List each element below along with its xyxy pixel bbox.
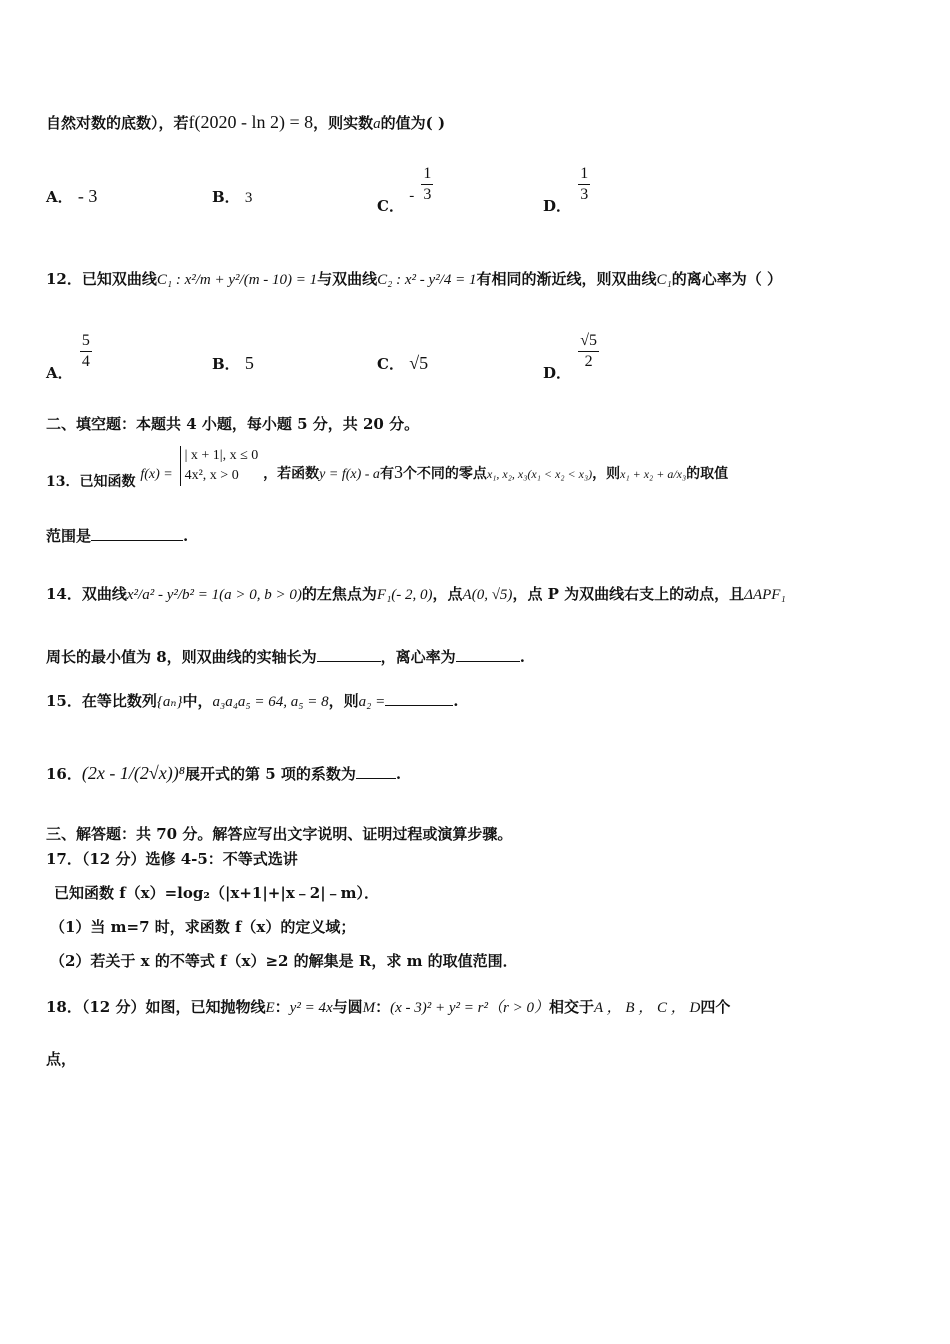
q13-three: 3 — [393, 462, 403, 482]
q14-text-4: ，点 P 为双曲线右支上的动点，且 — [512, 585, 745, 603]
q15-sequence: {aₙ} — [156, 694, 183, 710]
q11-option-b[interactable] — [212, 186, 252, 207]
option-fraction — [421, 164, 433, 205]
q14-end: . — [519, 648, 525, 666]
q14-text-6: ，离心率为 — [380, 648, 456, 666]
q14-text-2: 的左焦点为 — [301, 585, 377, 603]
fraction-denominator: 3 — [423, 186, 432, 203]
option-label: D． — [543, 363, 572, 382]
option-value: - 3 — [77, 186, 98, 206]
q17-part-1: （1）当 m=7 时，求函数 f（x）的定义域； — [50, 918, 356, 936]
q14-stem — [46, 583, 786, 604]
q11-variable: a — [373, 116, 381, 132]
q15-end: . — [453, 692, 459, 710]
q11-expression: f(2020 - ln 2) = 8 — [188, 112, 314, 132]
q12-text-3: 有相同的渐近线，则双曲线 — [476, 270, 657, 288]
q13-text-3: 有 — [379, 466, 394, 482]
q12-text-4: 的离心率为（ ） — [671, 270, 782, 288]
q16-expression: (2x - 1/(2√x))⁸ — [81, 763, 185, 783]
q18-number: 18． — [46, 998, 82, 1016]
q16-stem — [46, 763, 401, 784]
q18-line-2: 点， — [46, 1050, 77, 1068]
option-value: 3 — [244, 190, 253, 206]
q12-text-1: 已知双曲线 — [81, 270, 157, 288]
q18-stem — [46, 996, 730, 1017]
q15-text-1: 在等比数列 — [81, 692, 157, 710]
q13-case-1: | x + 1|, x ≤ 0 — [184, 448, 259, 463]
q13-answer-blank[interactable] — [91, 526, 183, 541]
option-fraction — [578, 164, 590, 205]
q14-text-1: 双曲线 — [81, 585, 127, 603]
fraction-numerator: 1 — [421, 164, 433, 185]
q11-stem — [46, 112, 445, 133]
q15-condition: a₃a₄a₅ = 64, a₅ = 8 — [212, 694, 329, 710]
q14-blank-1[interactable] — [317, 647, 381, 662]
option-label: C． — [377, 196, 404, 215]
q17-part-2: （2）若关于 x 的不等式 f（x）≥2 的解集是 R，求 m 的取值范围． — [50, 952, 518, 970]
fraction-denominator: 4 — [81, 353, 90, 370]
fraction-denominator: 2 — [584, 353, 593, 370]
q14-text-5: 周长的最小值为 8，则双曲线的实轴长为 — [46, 648, 317, 666]
option-label: C． — [377, 355, 404, 373]
q13-text-1: 已知函数 — [79, 474, 136, 490]
q13-text-5: ，则 — [592, 466, 621, 482]
q18-text-1: （12 分）如图，已知抛物线 — [81, 998, 266, 1016]
q14-equation: x²/a² - y²/b² = 1(a > 0, b > 0) — [126, 587, 302, 603]
q14-focus: F₁(- 2, 0) — [376, 587, 433, 603]
q14-number: 14． — [46, 585, 82, 603]
q13-end: . — [183, 527, 189, 545]
q18-circle-eq: (x - 3)² + y² = r² — [390, 1000, 489, 1016]
q15-ask: a₂ = — [358, 694, 386, 710]
q13-expression: x₁ + x₂ + a/x₃ — [620, 467, 687, 481]
q16-end: . — [395, 765, 402, 783]
option-label: B． — [212, 188, 240, 206]
option-fraction — [578, 331, 599, 372]
q12-c1-ref: C₁ — [656, 272, 672, 288]
q17-title: 17．（12 分）选修 4-5：不等式选讲 — [46, 850, 298, 868]
fraction-numerator: 1 — [578, 164, 590, 185]
q15-text-3: ，则 — [328, 692, 359, 710]
q18-condition: （r > 0） — [488, 1000, 549, 1016]
q12-option-b[interactable] — [212, 353, 254, 374]
option-value: √5 — [409, 353, 429, 373]
q13-stem — [46, 446, 729, 490]
q13-text-4: 个不同的零点 — [402, 466, 487, 482]
q15-number: 15． — [46, 692, 82, 710]
q13-piecewise — [180, 446, 259, 486]
q18-points: A ， B ， C ， D — [594, 1000, 701, 1016]
q12-number: 12． — [46, 270, 82, 288]
q13-line-2 — [46, 525, 188, 546]
q14-blank-2[interactable] — [456, 647, 520, 662]
fraction-numerator: 5 — [80, 331, 92, 352]
q18-colon-1: ： — [274, 998, 290, 1016]
q12-option-c[interactable] — [377, 353, 428, 374]
q11-option-a[interactable] — [46, 186, 97, 207]
q13-text-2: ，若函数 — [263, 466, 320, 482]
q12-curve-c1: C₁ : x²/m + y²/(m - 10) = 1 — [156, 272, 318, 288]
q12-curve-c2: C₂ : x² - y²/4 = 1 — [377, 272, 477, 288]
q13-g-function: y = f(x) - a — [319, 467, 380, 482]
q16-answer-blank[interactable] — [356, 764, 396, 779]
q15-answer-blank[interactable] — [385, 691, 453, 706]
q14-text-3: ，点 — [432, 585, 463, 603]
option-label: D． — [543, 196, 572, 215]
q15-text-2: 中， — [182, 692, 213, 710]
q15-stem — [46, 690, 458, 711]
fraction-numerator: √5 — [578, 331, 599, 352]
q11-text-a: 自然对数的底数），若 — [46, 114, 189, 132]
option-label: A． — [46, 188, 73, 206]
q13-number: 13． — [46, 474, 80, 490]
option-value: 5 — [244, 353, 254, 373]
q13-range-text: 范围是 — [46, 527, 92, 545]
q13-text-6: 的取值 — [686, 466, 729, 482]
q14-line-2 — [46, 646, 525, 667]
q14-triangle: ΔAPF₁ — [744, 587, 786, 603]
q18-circle-name: M — [362, 1000, 376, 1016]
q13-fdef: f(x) = — [140, 467, 173, 482]
q17-function: 已知函数 f（x）=log₂（|x+1|+|x﹣2|﹣m）． — [54, 884, 380, 902]
q18-parabola-eq: y² = 4x — [289, 1000, 333, 1016]
q16-number: 16． — [46, 765, 82, 783]
q12-text-2: 与双曲线 — [317, 270, 378, 288]
option-label: B． — [212, 355, 240, 373]
q18-parabola-name: E — [265, 1000, 275, 1016]
q18-text-2: 与圆 — [332, 998, 363, 1016]
q13-zeros: x₁, x₂, x₃(x₁ < x₂ < x₃) — [486, 467, 593, 481]
q12-option-d[interactable] — [543, 331, 601, 382]
q11-text-c: 的值为( ) — [380, 114, 446, 132]
q12-option-a[interactable] — [46, 331, 94, 382]
q11-option-c[interactable] — [377, 164, 435, 215]
q13-case-2: 4x², x > 0 — [184, 468, 239, 483]
option-sign: - — [409, 187, 415, 204]
q11-option-d[interactable] — [543, 164, 592, 215]
section-2-heading: 二、填空题：本题共 4 小题，每小题 5 分，共 20 分。 — [46, 415, 420, 433]
q18-text-4: 四个 — [700, 998, 731, 1016]
section-3-heading: 三、解答题：共 70 分。解答应写出文字说明、证明过程或演算步骤。 — [46, 825, 513, 843]
fraction-denominator: 3 — [580, 186, 589, 203]
q18-text-3: 相交于 — [548, 998, 594, 1016]
option-label: A． — [46, 363, 73, 382]
q18-colon-2: ： — [375, 998, 391, 1016]
q14-point-a: A(0, √5) — [462, 587, 513, 603]
option-fraction — [80, 331, 92, 372]
q12-stem — [46, 268, 782, 289]
q16-text-1: 展开式的第 5 项的系数为 — [184, 765, 356, 783]
q11-text-b: ，则实数 — [313, 114, 374, 132]
